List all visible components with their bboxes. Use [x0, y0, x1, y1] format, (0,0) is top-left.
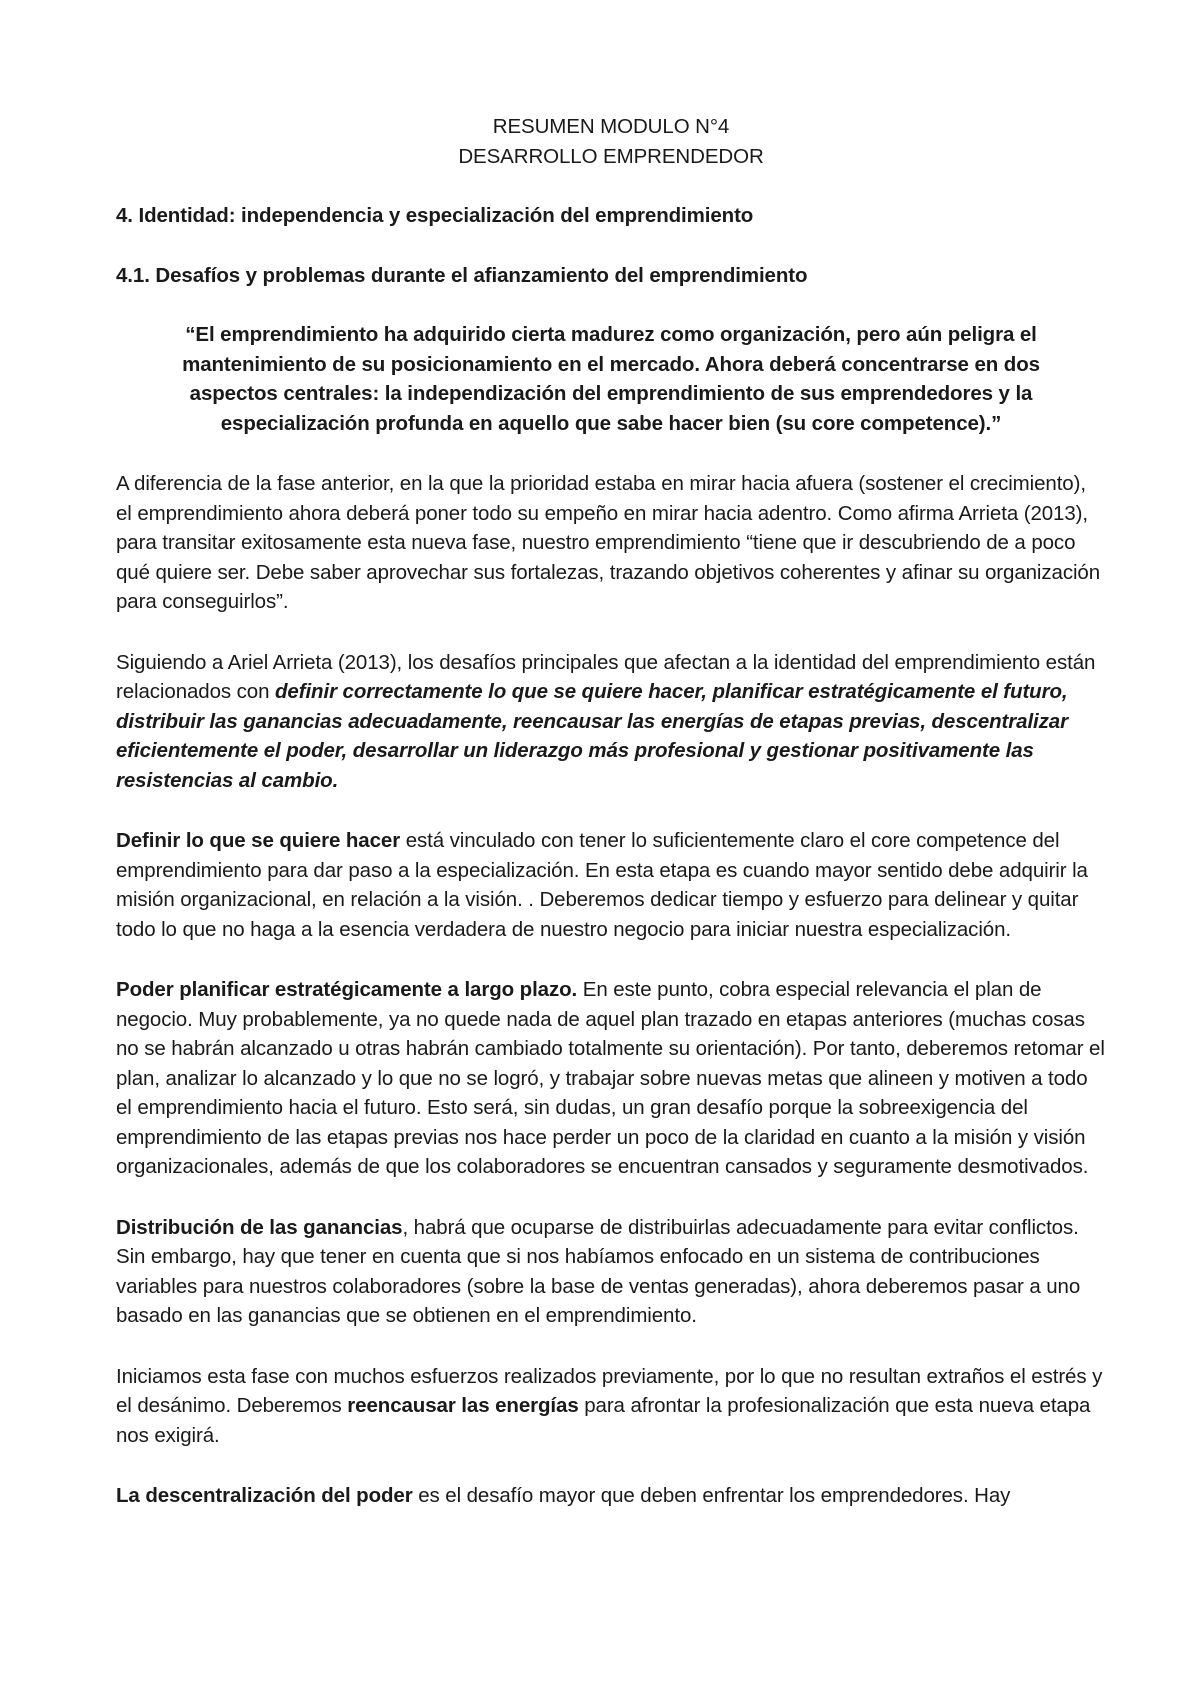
paragraph-6-emphasis: reencausar las energías — [347, 1394, 579, 1417]
paragraph-1: A diferencia de la fase anterior, en la que la prioridad estaba en mirar hacia afuera (sostener el crecimiento), el emprendimiento ahora deberá poner todo su empeño en mirar hacia adentro. Como afirma Arrieta (2013), para transitar exitosamente esta nueva fase, nuestro emprendimiento “tiene que ir descubriendo de a poco qué quiere ser. Debe saber aprovechar sus fortalezas, trazando objetivos coherentes y afinar su organización para conseguirlos”. — [116, 472, 1101, 613]
paragraph-4-lead: Poder planificar estratégicamente a largo plazo. — [116, 978, 578, 1001]
section-heading: 4. Identidad: independencia y especialización del emprendimiento — [116, 204, 754, 227]
paragraph-4 — [116, 975, 1106, 1182]
paragraph-6-start: Iniciamos esta fase con muchos esfuerzos realizados previamente, por lo que no resultan extraños el estrés y el desánimo. Deberemos — [116, 1364, 1103, 1417]
paragraph-7-lead: La descentralización del poder — [116, 1484, 413, 1507]
paragraph-5-body: , habrá que ocuparse de distribuirlas adecuadamente para evitar conflictos. Sin embargo, hay que tener en cuenta que si nos habíamos enfocado en un sistema de contribuciones variables para nuestros colaboradores (sobre la base de ventas generadas), ahora deberemos pasar a uno basado en las ganancias que se obtienen en el emprendimiento. — [116, 1215, 1081, 1327]
paragraph-3-lead: Definir lo que se quiere hacer — [116, 829, 401, 852]
document-title — [116, 112, 1106, 171]
paragraph-2 — [116, 648, 1106, 796]
paragraph-5-lead: Distribución de las ganancias — [116, 1215, 403, 1239]
document-content — [116, 112, 1106, 1511]
block-quote: “El emprendimiento ha adquirido cierta madurez como organización, pero aún peligra el mantenimiento de su posicionamiento en el mercado. Ahora deberá concentrarse en dos aspectos centrales: la independización del emprendimiento de sus emprendedores y la especialización profunda en aquello que sabe hacer bien (su core competence).” — [182, 323, 1040, 435]
title-line-2: DESARROLLO EMPRENDEDOR — [458, 144, 764, 168]
paragraph-7 — [116, 1481, 1106, 1511]
paragraph-3 — [116, 826, 1106, 944]
paragraph-6-end: para afrontar la profesionalización que esta nueva etapa nos exigirá. — [116, 1394, 1091, 1447]
paragraph-2-intro: Siguiendo a Ariel Arrieta (2013), los desafíos principales que afectan a la identidad del emprendimiento están relacionados con — [116, 650, 1096, 703]
title-line-1: RESUMEN MODULO N°4 — [492, 115, 730, 138]
paragraph-3-body: está vinculado con tener lo suficientemente claro el core competence del emprendimiento para dar paso a la especialización. En esta etapa es cuando mayor sentido debe adquirir la misión organizacional, en relación a la visión. . Deberemos dedicar tiempo y esfuerzo para delinear y quitar todo lo que no haga a la esencia verdadera de nuestro negocio para iniciar nuestra especialización. — [116, 829, 1088, 941]
paragraph-5 — [116, 1213, 1106, 1331]
paragraph-4-body: En este punto, cobra especial relevancia el plan de negocio. Muy probablemente, ya no quede nada de aquel plan trazado en etapas anteriores (muchas cosas no se habrán alcanzado u otras habrán cambiado totalmente su orientación). Por tanto, deberemos retomar el plan, analizar lo alcanzado y lo que no se logró, y trabajar sobre nuevas metas que alineen y motiven a todo el emprendimiento hacia el futuro. Esto será, sin dudas, un gran desafío porque la sobreexigencia del emprendimiento de las etapas previas nos hace perder un poco de la claridad en cuanto a la misión y visión organizacionales, además de que los colaboradores se encuentran cansados y seguramente desmotivados. — [116, 978, 1105, 1178]
paragraph-2-emphasis: definir correctamente lo que se quiere hacer, planificar estratégicamente el futuro, distribuir las ganancias adecuadamente, reencausar las energías de etapas previas, descentralizar eficientemente el poder, desarrollar un liderazgo más profesional y gestionar positivamente las resistencias al cambio. — [116, 680, 1068, 792]
subsection-heading: 4.1. Desafíos y problemas durante el afianzamiento del emprendimiento — [116, 263, 808, 287]
paragraph-7-body: es el desafío mayor que deben enfrentar los emprendedores. Hay — [412, 1484, 1011, 1507]
paragraph-6 — [116, 1362, 1106, 1451]
